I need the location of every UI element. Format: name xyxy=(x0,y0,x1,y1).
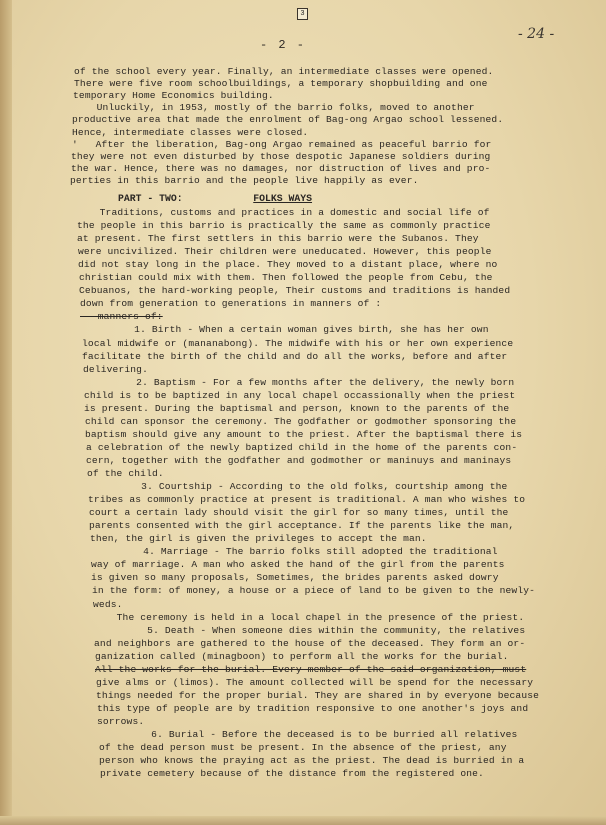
text-line: facilitate the birth of the child and do all the works, before and after xyxy=(82,350,508,362)
text-line: parents consented with the girl acceptance. If the parents like the man, xyxy=(89,520,515,532)
page-edge-shadow xyxy=(0,0,12,825)
text-line: delivering. xyxy=(83,363,148,375)
text-line: manners of: xyxy=(80,311,163,323)
text-line: of the school every year. Finally, an intermediate classes were opened. xyxy=(74,66,494,77)
text-line: Unluckily, in 1953, mostly of the barrio folks, moved to another xyxy=(73,102,475,114)
text-line: the people in this barrio is practically the same as commonly practice xyxy=(77,220,491,232)
text-line: 1. Birth - When a certain woman gives birth, she has her own xyxy=(81,324,489,336)
text-line: There were five room schoolbuildings, a temporary shopbuilding and one xyxy=(74,78,488,90)
text-line: Hence, intermediate classes were closed. xyxy=(72,126,309,138)
text-line: court a certain lady should visit the girl for so many times, until the xyxy=(89,507,509,519)
text-line: a celebration of the newly baptized child in the home of the parents con- xyxy=(86,441,518,453)
part-two-heading xyxy=(118,193,312,205)
text-line: ' After the liberation, Bag-ong Argao remained as peaceful barrio for xyxy=(72,138,492,150)
text-line: then, the girl is given the privileges to accept the man. xyxy=(90,533,427,545)
text-line: tribes as commonly practice at present is traditional. A man who wishes to xyxy=(88,494,526,506)
text-line: 6. Burial - Before the deceased is to be burried all relatives xyxy=(98,729,518,740)
text-line: give alms or (limos). The amount collected will be spend for the necessary xyxy=(96,676,534,688)
text-line: at present. The first settlers in this barrio were the Subanos. They xyxy=(77,233,479,245)
text-line: down from generation to generations in manners of : xyxy=(80,298,382,310)
text-line: way of marriage. A man who asked the hand of the girl from the parents xyxy=(91,559,505,571)
text-line: did not stay long in the place. They moved to a distant place, where no xyxy=(78,259,498,271)
text-line: ganization called (minagboon) to perform all the works for the burial. xyxy=(95,650,509,662)
text-line: productive area that made the enrolment of Bag-ong Argao school lessened. xyxy=(72,114,504,126)
handwritten-page-number: - 24 - xyxy=(518,26,555,42)
part-two-label: PART - TWO: xyxy=(118,193,183,204)
text-line: All the works for the burial. Every member of the said organization, must xyxy=(95,663,527,675)
text-line: cern, together with the godfather and godmother or maninuys and maninays xyxy=(86,454,512,466)
text-line: of the dead person must be present. In the absence of the priest, any xyxy=(99,742,507,754)
text-line: 4. Marriage - The barrio folks still adopted the traditional xyxy=(90,546,498,558)
punch-mark: 3 xyxy=(297,8,308,20)
text-line: The ceremony is held in a local chapel in the presence of the priest. xyxy=(93,611,525,623)
text-line: child can sponsor the ceremony. The godfather or godmother sponsoring the xyxy=(85,415,517,427)
text-line: and neighbors are gathered to the house of the deceased. They form an or- xyxy=(94,637,526,649)
text-line: of the child. xyxy=(87,468,164,479)
text-line: temporary Home Economics building. xyxy=(73,90,274,102)
text-line: person who knows the praying act as the priest. The dead is burried in a xyxy=(99,755,525,767)
text-line: is present. During the baptismal and person, known to the parents of the xyxy=(84,402,510,414)
text-line: christian could mix with them. Then followed the people from Cebu, the xyxy=(79,272,493,284)
text-line: perties in this barrio and the people live happily as ever. xyxy=(70,174,419,186)
text-line: is given so many proposals, Sometimes, the brides parents asked dowry xyxy=(91,572,499,584)
page-bottom-edge xyxy=(0,816,606,825)
text-line: they were not even disturbed by those despotic Japanese soldiers during xyxy=(71,150,491,162)
text-line: things needed for the proper burial. They are shared in by everyone because xyxy=(96,689,540,701)
text-line: 3. Courtship - According to the old folks, courtship among the xyxy=(88,481,508,493)
text-line: this type of people are by tradition responsive to one another's joys and xyxy=(97,702,529,714)
text-line: in the form: of money, a house or a piece of land to be given to the newly- xyxy=(92,585,536,597)
text-line: local midwife or (mananabong). The midwife with his or her own experience xyxy=(82,337,514,349)
page-number: - 2 - xyxy=(260,38,307,52)
text-line: sorrows. xyxy=(97,715,145,727)
part-two-title: FOLKS WAYS xyxy=(253,193,313,204)
text-line: child is to be baptized in any local chapel occassionally when the priest xyxy=(84,389,516,401)
text-line: Cebuanos, the hard-working people, Their customs and traditions is handed xyxy=(79,285,511,297)
text-line: weds. xyxy=(93,598,123,610)
text-line: the war. Hence, there was no damages, nor distruction of lives and pro- xyxy=(71,162,491,174)
text-line: 5. Death - When someone dies within the community, the relatives xyxy=(94,624,526,636)
text-line: Traditions, customs and practices in a domestic and social life of xyxy=(76,207,490,218)
text-line: 2. Baptism - For a few months after the delivery, the newly born xyxy=(83,376,515,388)
text-line: baptism should give any amount to the priest. After the baptismal there is xyxy=(85,428,523,440)
text-line: were uncivilized. Their children were uneducated. However, this people xyxy=(78,246,492,258)
text-line: private cemetery because of the distance from the registered one. xyxy=(100,768,484,780)
